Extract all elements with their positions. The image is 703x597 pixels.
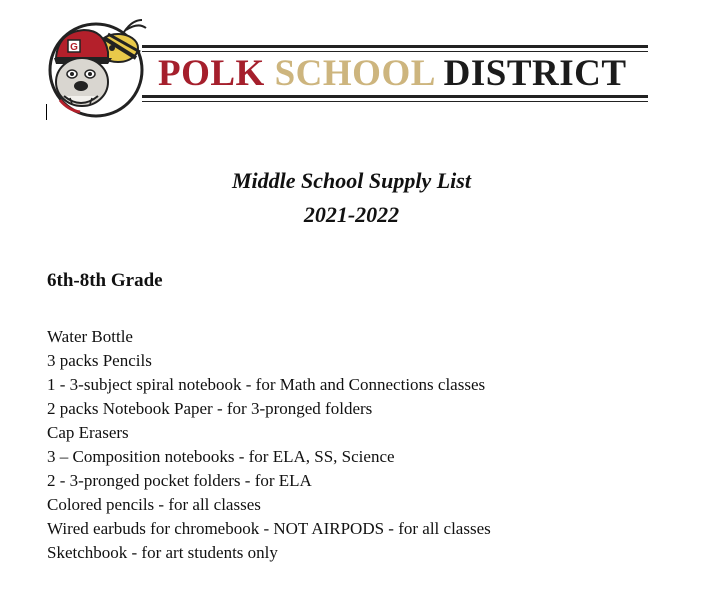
header-rule-bottom-thin <box>142 101 648 102</box>
supply-item: 2 - 3-pronged pocket folders - for ELA <box>47 471 312 490</box>
mascot-logo <box>46 18 156 118</box>
supply-item: 2 packs Notebook Paper - for 3-pronged folders <box>47 399 373 418</box>
text-cursor <box>46 104 47 120</box>
header-rule-top <box>142 45 648 48</box>
supply-item: Colored pencils - for all classes <box>47 495 261 514</box>
brand-word-district: DISTRICT <box>443 53 627 94</box>
district-wordmark <box>158 52 627 96</box>
document-title: Middle School Supply List <box>232 168 471 193</box>
supply-item: 1 - 3-subject spiral notebook - for Math and Connections classes <box>47 375 486 394</box>
document-year: 2021-2022 <box>303 202 400 227</box>
header-rule-bottom <box>142 95 648 98</box>
grade-heading: 6th-8th Grade <box>47 270 163 291</box>
supply-item: Water Bottle <box>47 327 133 346</box>
supply-list <box>47 325 491 565</box>
supply-item: Cap Erasers <box>47 423 129 442</box>
district-header <box>46 18 650 118</box>
supply-item: 3 – Composition notebooks - for ELA, SS, Science <box>47 447 395 466</box>
brand-word-school: SCHOOL <box>274 53 434 94</box>
supply-item: Wired earbuds for chromebook - NOT AIRPODS - for all classes <box>47 519 491 538</box>
svg-text:G: G <box>70 42 78 53</box>
brand-word-polk: POLK <box>158 53 265 94</box>
supply-item: 3 packs Pencils <box>47 351 152 370</box>
supply-item: Sketchbook - for art students only <box>47 543 278 562</box>
